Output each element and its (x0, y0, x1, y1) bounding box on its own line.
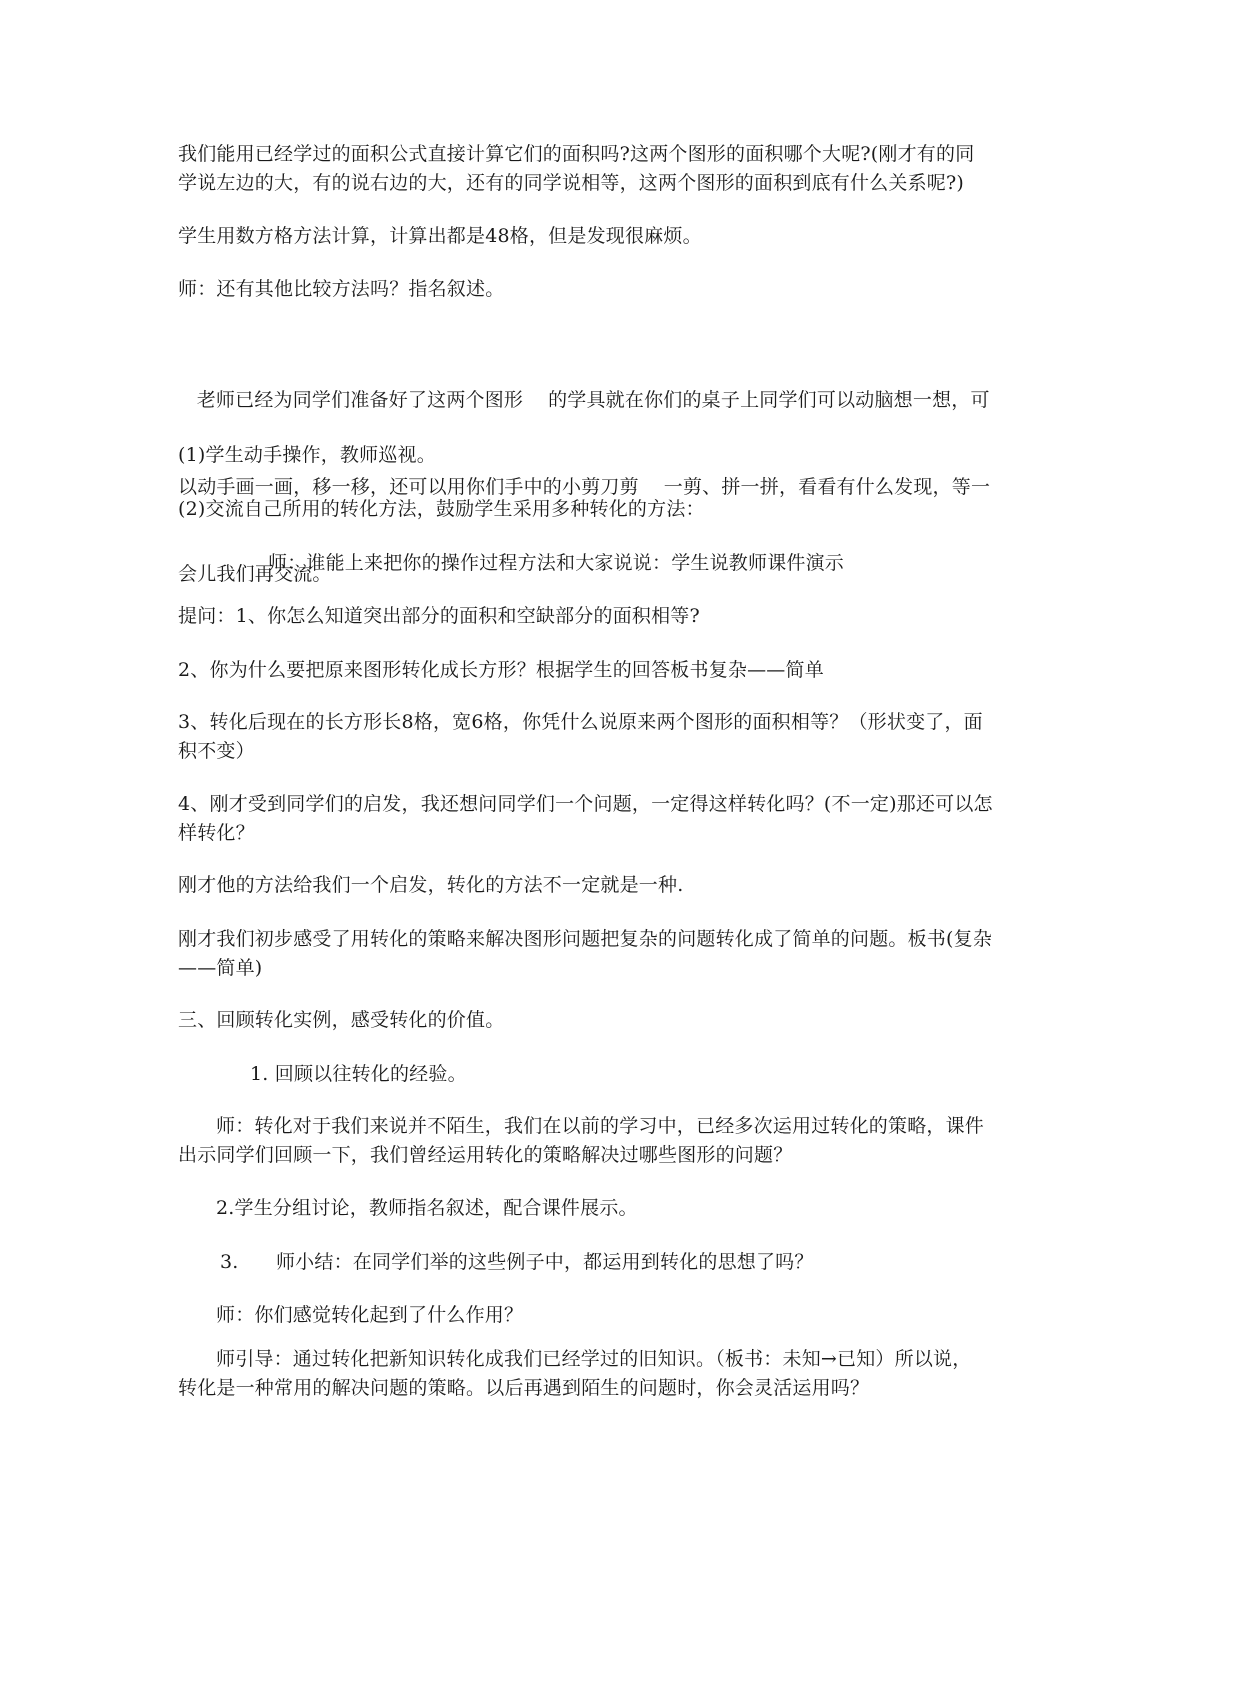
paragraph-13-line-1: 刚才我们初步感受了用转化的策略来解决图形问题把复杂的问题转化成了简单的问题。板书(复杂 (178, 928, 993, 950)
paragraph-9 (178, 656, 1058, 685)
paragraph-8-line-1: 提问：1、你怎么知道突出部分的面积和空缺部分的面积相等? (178, 605, 700, 627)
paragraph-15 (250, 1060, 1130, 1089)
paragraph-18 (220, 1248, 1100, 1277)
paragraph-12-line-1: 刚才他的方法给我们一个启发，转化的方法不一定就是一种. (178, 874, 684, 896)
paragraph-16-line-2: 出示同学们回顾一下，我们曾经运用转化的策略解决过哪些图形的问题？ (178, 1144, 793, 1166)
paragraph-11-line-1: 4、刚才受到同学们的启发，我还想问同学们一个问题，一定得这样转化吗？(不一定)那还可以怎 (178, 793, 993, 815)
paragraph-3-line-1: 师：还有其他比较方法吗？指名叙述。 (178, 278, 505, 300)
paragraph-15-line-1: 1. 回顾以往转化的经验。 (250, 1063, 467, 1085)
paragraph-4 (178, 328, 1058, 647)
paragraph-4-line-2: 以动手画一画，移一移，还可以用你们手中的小剪刀剪 一剪、拼一拼，看看有什么发现，等一 (178, 476, 991, 498)
paragraph-20 (178, 1345, 1058, 1403)
paragraph-20-line-1: 师引导：通过转化把新知识转化成我们已经学过的旧知识。（板书：未知→已知）所以说， (216, 1348, 972, 1370)
paragraph-11-line-2: 样转化？ (178, 822, 255, 844)
paragraph-5-line-1: (1)学生动手操作，教师巡视。 (178, 444, 436, 466)
paragraph-16 (178, 1112, 1058, 1170)
paragraph-2 (178, 222, 1058, 251)
paragraph-1-line-1: 我们能用已经学过的面积公式直接计算它们的面积吗?这两个图形的面积哪个大呢?(刚才有的同 (178, 143, 975, 165)
paragraph-16-line-1: 师：转化对于我们来说并不陌生，我们在以前的学习中，已经多次运用过转化的策略，课件 (216, 1115, 985, 1137)
paragraph-19 (216, 1301, 1096, 1330)
paragraph-17 (216, 1194, 1096, 1223)
paragraph-13-line-2: ——简单) (178, 957, 263, 979)
paragraph-6-line-1: (2)交流自己所用的转化方法，鼓励学生采用多种转化的方法： (178, 498, 705, 520)
paragraph-4-line-3: 会儿我们再交流。 (178, 563, 332, 585)
paragraph-18-line-1: 3. 师小结：在同学们举的这些例子中，都运用到转化的思想了吗？ (220, 1251, 814, 1273)
paragraph-5 (178, 441, 1058, 470)
paragraph-7 (268, 549, 1148, 578)
paragraph-1-line-2: 学说左边的大，有的说右边的大，还有的同学说相等，这两个图形的面积到底有什么关系呢?) (178, 172, 965, 194)
paragraph-13 (178, 925, 1058, 983)
paragraph-9-line-1: 2、你为什么要把原来图形转化成长方形？根据学生的回答板书复杂——简单 (178, 659, 824, 681)
paragraph-7-line-1: 师：谁能上来把你的操作过程方法和大家说说：学生说教师课件演示 (268, 552, 845, 574)
paragraph-3 (178, 275, 1058, 304)
paragraph-11 (178, 790, 1058, 848)
paragraph-14 (178, 1006, 1058, 1035)
paragraph-8 (178, 602, 1058, 631)
paragraph-12 (178, 871, 1058, 900)
section-heading-3: 三、回顾转化实例，感受转化的价值。 (178, 1009, 505, 1031)
paragraph-17-line-1: 2.学生分组讨论，教师指名叙述，配合课件展示。 (216, 1197, 638, 1219)
paragraph-10-line-2: 积不变） (178, 740, 255, 762)
paragraph-1 (178, 140, 1058, 198)
paragraph-6 (178, 495, 1058, 524)
paragraph-10 (178, 708, 1058, 766)
paragraph-4-line-1: 老师已经为同学们准备好了这两个图形 的学具就在你们的桌子上同学们可以动脑想一想，可 (178, 389, 990, 411)
paragraph-19-line-1: 师：你们感觉转化起到了什么作用？ (216, 1304, 524, 1326)
paragraph-20-line-2: 转化是一种常用的解决问题的策略。以后再遇到陌生的问题时，你会灵活运用吗？ (178, 1377, 870, 1399)
paragraph-2-line-1: 学生用数方格方法计算，计算出都是48格，但是发现很麻烦。 (178, 225, 702, 247)
paragraph-10-line-1: 3、转化后现在的长方形长8格，宽6格，你凭什么说原来两个图形的面积相等？（形状变了，面 (178, 711, 983, 733)
